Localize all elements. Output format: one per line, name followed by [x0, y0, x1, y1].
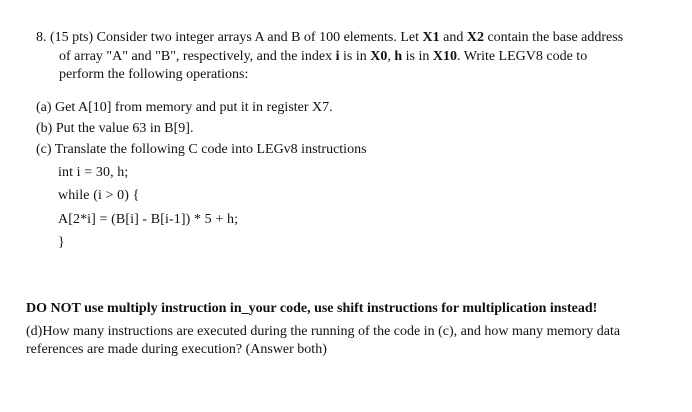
question-number: 8. — [36, 30, 47, 45]
code-line-4: } — [58, 235, 65, 250]
code-line-2: while (i > 0) { — [58, 188, 140, 203]
stem-text: is in — [402, 49, 433, 64]
question-stem-line-1 — [36, 29, 623, 47]
question-points: (15 pts) — [50, 30, 94, 45]
index-i: i — [335, 49, 340, 64]
stem-text: Consider two integer arrays A and B of 100 elements. Let — [96, 30, 423, 45]
code-line-3: A[2*i] = (B[i] - B[i-1]) * 5 + h; — [58, 212, 239, 227]
register-x0: X0 — [370, 49, 388, 64]
question-stem-line-2 — [59, 48, 587, 66]
code-line-1: int i = 30, h; — [58, 165, 129, 180]
part-d-line-2: references are made during execution? (Answer both) — [26, 342, 327, 357]
register-x10: X10 — [432, 49, 457, 64]
part-d-line-1: (d)How many instructions are executed during the running of the code in (c), and how many memory data — [26, 324, 621, 339]
stem-text: is in — [339, 49, 371, 64]
part-c: (c) Translate the following C code into LEGv8 instructions — [36, 142, 367, 157]
part-b: (b) Put the value 63 in B[9]. — [36, 121, 194, 136]
register-x1: X1 — [422, 30, 440, 45]
stem-text: . Write LEGV8 code to — [457, 49, 588, 64]
register-x2: X2 — [466, 30, 484, 45]
stem-text: of array "A" and "B", respectively, and the index — [59, 49, 336, 64]
variable-h: h — [394, 49, 403, 64]
stem-text: , — [387, 49, 395, 64]
instruction-note: DO NOT use multiply instruction in_your code, use shift instructions for multiplication instead! — [26, 301, 598, 316]
question-stem-line-3: perform the following operations: — [59, 67, 249, 82]
part-a: (a) Get A[10] from memory and put it in register X7. — [36, 100, 333, 115]
stem-text: and — [439, 30, 467, 45]
stem-text: contain the base address — [483, 30, 624, 45]
